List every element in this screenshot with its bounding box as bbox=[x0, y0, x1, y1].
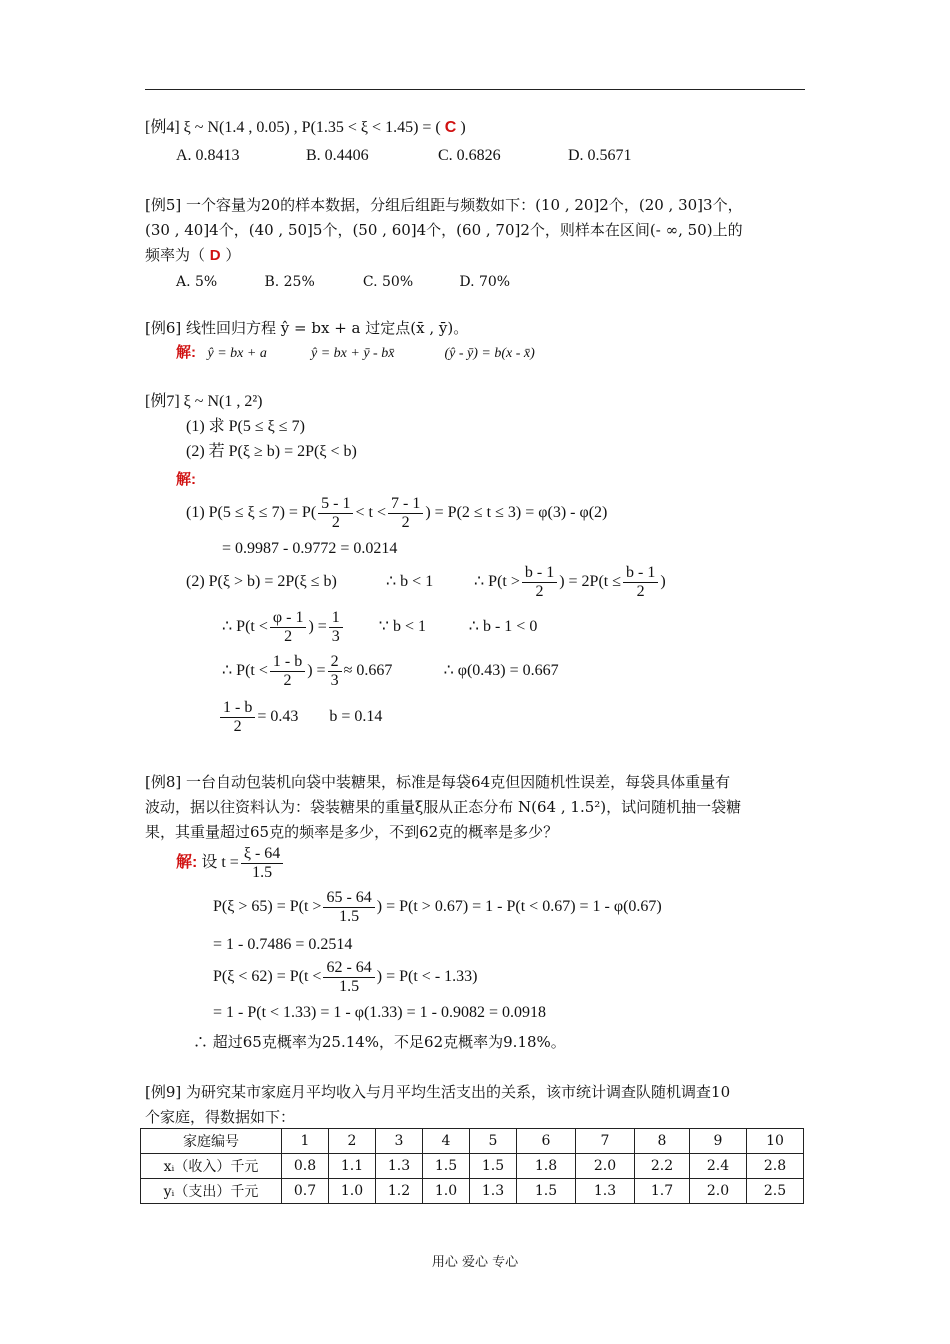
header-rule bbox=[145, 89, 805, 90]
ex7-q1: (1) 求 P(5 ≤ ξ ≤ 7) bbox=[186, 418, 305, 435]
table-cell: 8 bbox=[635, 1129, 690, 1154]
ex7-sol-label: 解: bbox=[176, 471, 196, 488]
table-cell: 1.1 bbox=[329, 1154, 376, 1179]
ex8-row4: = 1 - P(t < 1.33) = 1 - φ(1.33) = 1 - 0.9082 = 0.0918 bbox=[213, 1004, 546, 1021]
ex8-r3-b: ) = P(t < - 1.33) bbox=[376, 968, 478, 985]
ex5-line1 bbox=[145, 196, 743, 214]
table-cell: 2.5 bbox=[747, 1179, 804, 1204]
ex7-q2: (2) 若 P(ξ ≥ b) = 2P(ξ < b) bbox=[186, 443, 357, 460]
ex9-label: [例9] bbox=[145, 1083, 182, 1101]
ex7-text: ξ ~ N(1 , 2²) bbox=[183, 393, 263, 410]
ex8-sol-set-text: 设 t = bbox=[201, 854, 239, 871]
ex8-row2: = 1 - 0.7486 = 0.2514 bbox=[213, 936, 353, 953]
ex4-answer: C bbox=[444, 119, 457, 136]
page-footer: 用心 爱心 专心 bbox=[431, 1255, 519, 1270]
ex9-text1: 为研究某市家庭月平均收入与月平均生活支出的关系，该市统计调查队随机调查10 bbox=[186, 1083, 731, 1101]
ex8-r3-fd: 1.5 bbox=[339, 977, 360, 995]
ex7-s3-c: ∵ b < 1 bbox=[378, 618, 426, 635]
ex6-text: 线性回归方程 ŷ = bx + a 过定点(x̄ , ȳ)。 bbox=[186, 319, 469, 337]
ex8-r1-b: ) = P(t > 0.67) = 1 - P(t < 0.67) = 1 - φ(0.67) bbox=[376, 898, 662, 915]
ex7-s4-fd: 2 bbox=[283, 671, 292, 689]
ex7-s5-a: = 0.43 bbox=[257, 708, 299, 725]
table-cell: 1.5 bbox=[470, 1154, 517, 1179]
ex4-close: ) bbox=[460, 119, 466, 136]
ex7-step5 bbox=[218, 697, 382, 737]
ex7-s2-f2d: 2 bbox=[636, 582, 645, 600]
ex8-r3-fn: 62 - 64 bbox=[323, 959, 374, 978]
ex6-question bbox=[145, 319, 468, 337]
ex8-sol-label: 解: bbox=[176, 854, 198, 871]
ex7-s4-fn: 1 - b bbox=[270, 653, 305, 672]
ex7-s1-a: (1) P(5 ≤ ξ ≤ 7) = P( bbox=[186, 504, 317, 521]
ex7-s2-f2n: b - 1 bbox=[623, 564, 658, 583]
table-cell: 10 bbox=[747, 1129, 804, 1154]
table-cell: 家庭编号 bbox=[141, 1129, 282, 1154]
ex7-s1-f1d: 2 bbox=[331, 513, 340, 531]
ex7-s3-gd: 3 bbox=[331, 627, 340, 645]
table-cell: 1 bbox=[282, 1129, 329, 1154]
ex7-s4-a: ∴ P(t < bbox=[222, 662, 268, 679]
ex8-r3-frac bbox=[323, 959, 374, 996]
table-cell: 1.7 bbox=[635, 1179, 690, 1204]
ex4-option-d: D. 0.5671 bbox=[568, 147, 632, 164]
ex5-label: [例5] bbox=[145, 196, 182, 214]
table-cell: 9 bbox=[690, 1129, 747, 1154]
ex4-label: [例4] bbox=[145, 119, 180, 136]
ex7-s2-frac1 bbox=[522, 564, 557, 601]
table-cell: 3 bbox=[376, 1129, 423, 1154]
table-row-expense bbox=[141, 1179, 804, 1204]
ex5-options bbox=[176, 273, 510, 291]
ex7-s3-a: ∴ P(t < bbox=[222, 618, 268, 635]
table-cell: 2.8 bbox=[747, 1154, 804, 1179]
ex8-r1-a: P(ξ > 65) = P(t > bbox=[213, 898, 322, 915]
ex7-s2-c: ∴ P(t > bbox=[474, 573, 520, 590]
ex7-s4-c: ≈ 0.667 bbox=[343, 662, 393, 679]
table-cell: 1.2 bbox=[376, 1179, 423, 1204]
table-cell: 2.0 bbox=[576, 1154, 635, 1179]
ex8-t-d: 1.5 bbox=[252, 863, 273, 881]
table-cell: 2 bbox=[329, 1129, 376, 1154]
ex5-text1: 一个容量为20的样本数据，分组后组距与频数如下：(10 , 20]2个，(20 , 30]3个， bbox=[186, 196, 743, 214]
ex8-sol-set bbox=[176, 843, 285, 883]
ex9-line2: 个家庭，得数据如下： bbox=[145, 1108, 296, 1126]
table-row-income bbox=[141, 1154, 804, 1179]
ex7-s5-b: b = 0.14 bbox=[329, 708, 383, 725]
table-cell: 6 bbox=[517, 1129, 576, 1154]
ex7-s3-fn: φ - 1 bbox=[270, 609, 307, 628]
ex6-sol-3: (ŷ - ȳ) = b(x - x̄) bbox=[444, 346, 535, 361]
ex8-line3: 果，其重量超过65克的频率是多少，不到62克的概率是多少？ bbox=[145, 823, 559, 841]
ex7-s3-fd: 2 bbox=[284, 627, 293, 645]
ex6-sol-label: 解: bbox=[176, 344, 196, 361]
table-cell: 1.5 bbox=[423, 1154, 470, 1179]
ex7-s5-fn: 1 - b bbox=[220, 699, 255, 718]
table-cell: 5 bbox=[470, 1129, 517, 1154]
ex4-option-a: A. 0.8413 bbox=[176, 147, 240, 164]
table-cell: 2.0 bbox=[690, 1179, 747, 1204]
ex8-r1-frac bbox=[323, 889, 374, 926]
ex5-option-d: D. 70% bbox=[459, 274, 511, 290]
ex7-s4-gd: 3 bbox=[330, 671, 339, 689]
ex7-s5-fd: 2 bbox=[233, 717, 242, 735]
table-cell: 0.7 bbox=[282, 1179, 329, 1204]
ex4-text: ξ ~ N(1.4 , 0.05) , P(1.35 < ξ < 1.45) = ( bbox=[183, 119, 441, 136]
table-cell: xᵢ（收入）千元 bbox=[141, 1154, 282, 1179]
ex7-s1-mid: < t < bbox=[355, 504, 386, 521]
ex5-text3: 频率为（ bbox=[145, 246, 206, 264]
ex6-solution bbox=[176, 344, 535, 363]
ex4-option-c: C. 0.6826 bbox=[438, 147, 501, 164]
table-cell: 1.5 bbox=[517, 1179, 576, 1204]
ex5-line3 bbox=[145, 246, 240, 265]
ex7-step3 bbox=[222, 607, 537, 647]
table-cell: 7 bbox=[576, 1129, 635, 1154]
table-cell: 1.0 bbox=[423, 1179, 470, 1204]
table-cell: 2.4 bbox=[690, 1154, 747, 1179]
ex8-text1: 一台自动包装机向袋中装糖果，标准是每袋64克但因随机性误差，每袋具体重量有 bbox=[186, 773, 731, 791]
table-cell: 2.2 bbox=[635, 1154, 690, 1179]
ex7-s5-frac bbox=[220, 699, 255, 736]
table-cell: 1.8 bbox=[517, 1154, 576, 1179]
ex8-r1-fd: 1.5 bbox=[339, 907, 360, 925]
ex6-sol-1: ŷ = bx + a bbox=[207, 346, 267, 361]
ex6-sol-2: ŷ = bx + ȳ - bx̄ bbox=[311, 346, 395, 361]
ex7-s1-f2d: 2 bbox=[401, 513, 410, 531]
ex7-step1 bbox=[186, 493, 607, 533]
ex8-r3-a: P(ξ < 62) = P(t < bbox=[213, 968, 322, 985]
table-cell: 1.3 bbox=[376, 1154, 423, 1179]
ex4-question bbox=[145, 119, 466, 137]
ex7-s1-frac1 bbox=[318, 495, 353, 532]
ex7-s2-d: ) = 2P(t ≤ bbox=[559, 573, 622, 590]
ex5-answer: D bbox=[209, 247, 221, 264]
ex7-s4-frac2 bbox=[328, 653, 342, 690]
ex7-s1-frac2 bbox=[388, 495, 423, 532]
ex7-step2 bbox=[186, 562, 666, 602]
ex7-s1-f2n: 7 - 1 bbox=[388, 495, 423, 514]
ex7-s3-gn: 1 bbox=[329, 609, 343, 628]
ex7-s2-b: ∴ b < 1 bbox=[386, 573, 434, 590]
table-cell: yᵢ（支出）千元 bbox=[141, 1179, 282, 1204]
ex7-s1-line2: = 0.9987 - 0.9772 = 0.0214 bbox=[222, 540, 398, 557]
ex7-s4-frac1 bbox=[270, 653, 305, 690]
ex7-s4-b: ) = bbox=[307, 662, 326, 679]
ex7-s3-d: ∴ b - 1 < 0 bbox=[468, 618, 538, 635]
ex7-step4 bbox=[222, 651, 559, 691]
ex7-s2-f1n: b - 1 bbox=[522, 564, 557, 583]
ex9-line1 bbox=[145, 1083, 730, 1101]
ex7-s2-f1d: 2 bbox=[535, 582, 544, 600]
ex5-option-b: B. 25% bbox=[264, 274, 315, 290]
ex7-s2-frac2 bbox=[623, 564, 658, 601]
table-row-header bbox=[141, 1129, 804, 1154]
ex8-row3 bbox=[213, 957, 477, 997]
ex7-s4-gn: 2 bbox=[328, 653, 342, 672]
table-cell: 4 bbox=[423, 1129, 470, 1154]
ex5-close: ） bbox=[225, 246, 241, 264]
table-cell: 0.8 bbox=[282, 1154, 329, 1179]
ex8-row1 bbox=[213, 887, 662, 927]
ex8-r1-fn: 65 - 64 bbox=[323, 889, 374, 908]
table-cell: 1.3 bbox=[470, 1179, 517, 1204]
ex8-label: [例8] bbox=[145, 773, 182, 791]
ex7-s3-frac2 bbox=[329, 609, 343, 646]
ex7-label: [例7] bbox=[145, 393, 180, 410]
ex9-data-table bbox=[140, 1128, 804, 1204]
ex5-option-c: C. 50% bbox=[362, 274, 414, 290]
ex5-option-a: A. 5% bbox=[176, 274, 218, 290]
ex8-conclusion: ∴ 超过65克概率为25.14%，不足62克概率为9.18%。 bbox=[193, 1033, 566, 1051]
ex8-line2: 波动，据以往资料认为：袋装糖果的重量ξ服从正态分布 N(64 , 1.5²)，试问随机抽一袋糖 bbox=[145, 798, 742, 816]
ex7-s3-frac1 bbox=[270, 609, 307, 646]
ex7-s2-a: (2) P(ξ > b) = 2P(ξ ≤ b) bbox=[186, 573, 337, 590]
ex7-s3-b: ) = bbox=[308, 618, 327, 635]
ex7-s4-d: ∴ φ(0.43) = 0.667 bbox=[443, 662, 559, 679]
ex8-t-n: ξ - 64 bbox=[241, 845, 283, 864]
ex8-t-frac bbox=[241, 845, 283, 882]
ex7-question bbox=[145, 393, 262, 411]
table-cell: 1.0 bbox=[329, 1179, 376, 1204]
ex8-line1 bbox=[145, 773, 730, 791]
ex7-s2-e: ) bbox=[660, 573, 666, 590]
ex7-s1-b: ) = P(2 ≤ t ≤ 3) = φ(3) - φ(2) bbox=[425, 504, 608, 521]
ex4-options bbox=[176, 147, 632, 165]
ex4-option-b: B. 0.4406 bbox=[306, 147, 369, 164]
ex5-line2: (30 , 40]4个，(40 , 50]5个，(50 , 60]4个，(60 , 70]2个，则样本在区间(- ∞, 50)上的 bbox=[145, 221, 743, 239]
ex7-s1-f1n: 5 - 1 bbox=[318, 495, 353, 514]
ex6-label: [例6] bbox=[145, 319, 182, 337]
table-cell: 1.3 bbox=[576, 1179, 635, 1204]
